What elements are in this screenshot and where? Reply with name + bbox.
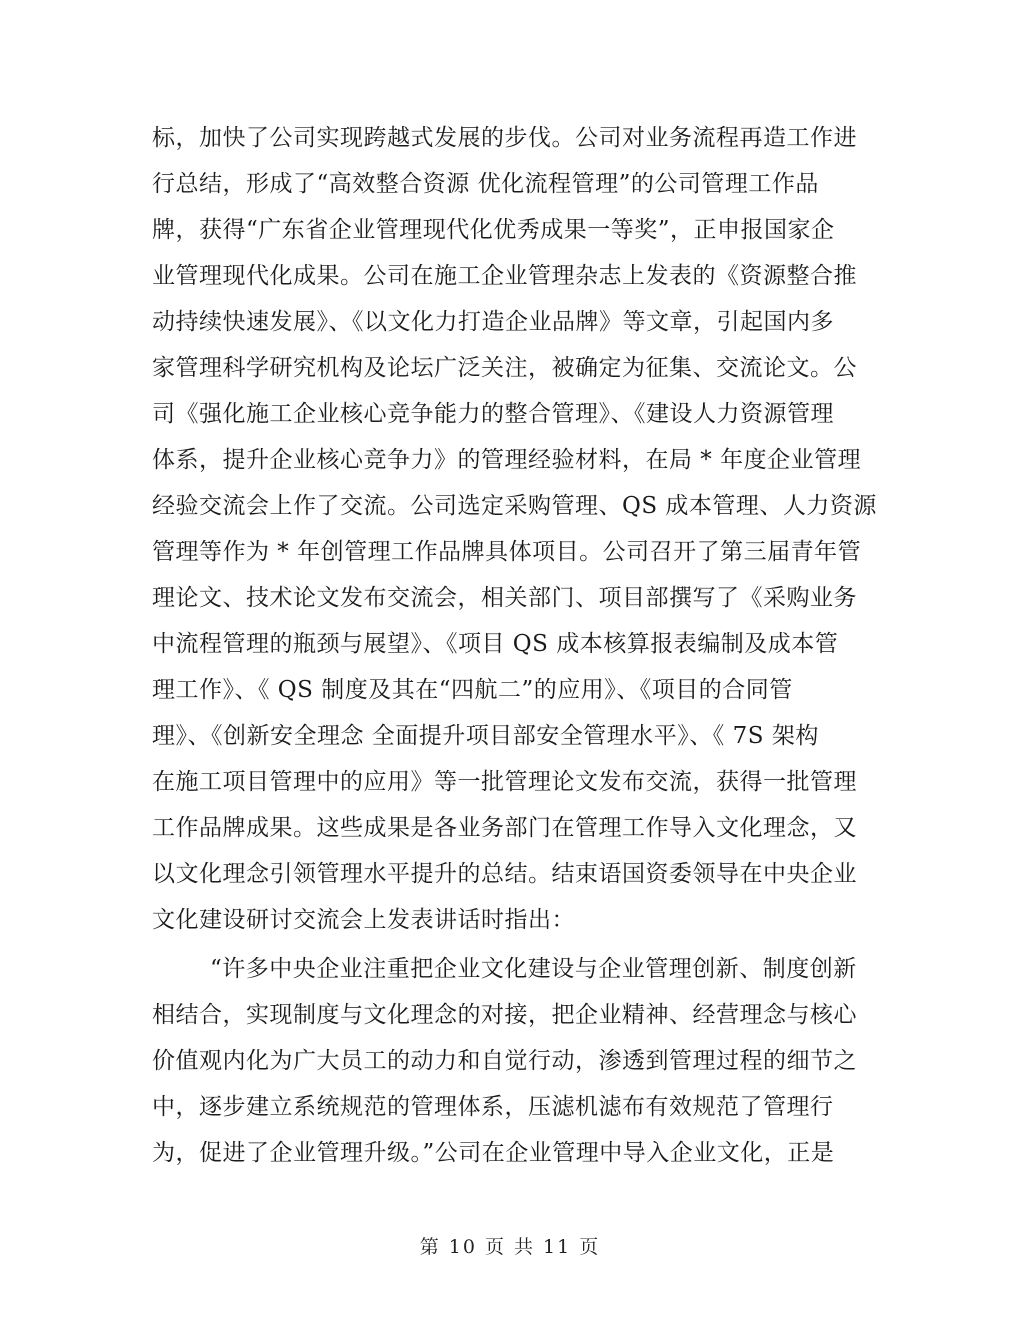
text-line: “许多中央企业注重把企业文化建设与企业管理创新、制度创新 [210, 956, 857, 982]
text-line: 经验交流会上作了交流。公司选定采购管理、QS 成本管理、人力资源 [152, 493, 877, 519]
text-line: 业管理现代化成果。公司在施工企业管理杂志上发表的《资源整合推 [152, 263, 857, 289]
text-line: 标，加快了公司实现跨越式发展的步伐。公司对业务流程再造工作进 [152, 125, 857, 151]
paragraph-2 [152, 946, 867, 1176]
text-line: 价值观内化为广大员工的动力和自觉行动，渗透到管理过程的细节之 [152, 1048, 857, 1074]
text-line: 管理等作为 * 年创管理工作品牌具体项目。公司召开了第三届青年管 [152, 539, 862, 565]
text-line: 工作品牌成果。这些成果是各业务部门在管理工作导入文化理念，又 [152, 815, 857, 841]
text-line: 家管理科学研究机构及论坛广泛关注，被确定为征集、交流论文。公 [152, 355, 857, 381]
text-line: 中，逐步建立系统规范的管理体系，压滤机滤布有效规范了管理行 [152, 1094, 834, 1120]
text-line: 以文化理念引领管理水平提升的总结。结束语国资委领导在中央企业 [152, 861, 857, 887]
text-line: 体系，提升企业核心竞争力》的管理经验材料，在局 * 年度企业管理 [152, 447, 862, 473]
text-line: 动持续快速发展》、《以文化力打造企业品牌》等文章，引起国内多 [152, 309, 834, 335]
text-line: 牌，获得“广东省企业管理现代化优秀成果一等奖”，正申报国家企 [152, 217, 835, 243]
paragraph-1 [152, 115, 877, 943]
page-footer: 第 10 页 共 11 页 [419, 1236, 601, 1258]
text-line: 理工作》、《 QS 制度及其在“四航二”的应用》、《项目的合同管 [152, 677, 793, 703]
text-line: 相结合，实现制度与文化理念的对接，把企业精神、经营理念与核心 [152, 1002, 857, 1028]
text-line: 司《强化施工企业核心竞争能力的整合管理》、《建设人力资源管理 [152, 401, 834, 427]
text-line: 文化建设研讨交流会上发表讲话时指出： [152, 907, 575, 933]
body-text [152, 115, 877, 1176]
text-line: 行总结，形成了“高效整合资源 优化流程管理”的公司管理工作品 [152, 171, 819, 197]
text-line: 理论文、技术论文发布交流会，相关部门、项目部撰写了《采购业务 [152, 585, 857, 611]
text-line: 为，促进了企业管理升级。”公司在企业管理中导入企业文化，正是 [152, 1140, 835, 1166]
text-line: 在施工项目管理中的应用》等一批管理论文发布交流，获得一批管理 [152, 769, 857, 795]
text-line: 中流程管理的瓶颈与展望》、《项目 QS 成本核算报表编制及成本管 [152, 631, 839, 657]
text-line: 理》、《创新安全理念 全面提升项目部安全管理水平》、《 7S 架构 [152, 723, 819, 749]
